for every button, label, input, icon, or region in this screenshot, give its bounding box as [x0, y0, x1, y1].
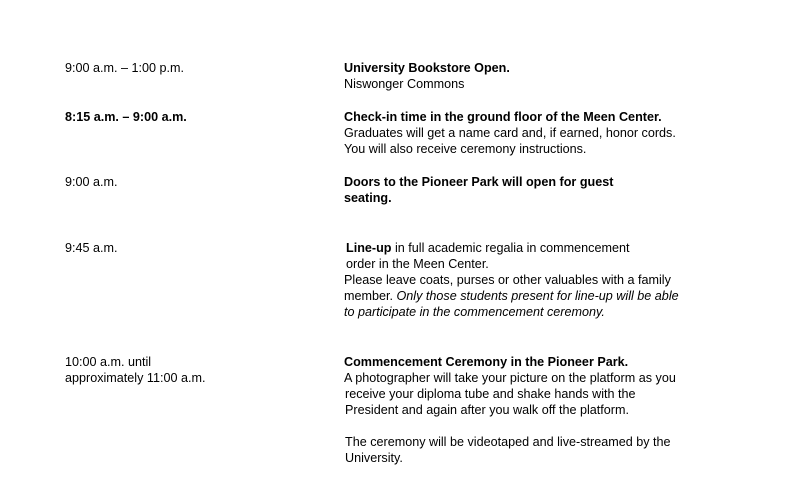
time-text: 9:00 a.m.	[65, 175, 118, 189]
description-cell	[344, 109, 676, 157]
description-cell	[344, 354, 676, 466]
event-detail: Niswonger Commons	[344, 77, 465, 91]
event-title: Check-in time in the ground floor of the Meen Center.	[344, 110, 662, 124]
event-detail-line	[344, 288, 679, 304]
event-title: Commencement Ceremony in the Pioneer Park.	[344, 355, 629, 369]
description-cell	[344, 174, 613, 206]
event-title-continued: seating.	[344, 191, 392, 205]
event-note-italic: Only those students present for line-up will be able	[393, 289, 679, 303]
event-detail: order in the Meen Center.	[346, 257, 489, 271]
paragraph-gap	[344, 418, 676, 434]
description-cell	[344, 60, 510, 92]
event-note-italic-continued: to participate in the commencement ceremony.	[344, 305, 605, 319]
time-cell	[65, 240, 118, 256]
time-text: 9:45 a.m.	[65, 241, 118, 255]
event-detail: You will also receive ceremony instructions.	[344, 142, 587, 156]
event-detail: President and again after you walk off the platform.	[345, 403, 629, 417]
time-text: 8:15 a.m. – 9:00 a.m.	[65, 110, 187, 124]
time-text-continued: approximately 11:00 a.m.	[65, 371, 206, 385]
event-title: Doors to the Pioneer Park will open for guest	[344, 175, 614, 189]
time-cell	[65, 174, 118, 190]
event-detail: University.	[345, 451, 403, 465]
time-cell	[65, 354, 205, 386]
event-detail: A photographer will take your picture on the platform as you	[344, 371, 676, 385]
description-cell	[344, 240, 679, 320]
event-detail: member.	[344, 289, 393, 303]
event-detail: receive your diploma tube and shake hands with the	[345, 387, 636, 401]
time-cell	[65, 60, 184, 76]
event-title: University Bookstore Open.	[344, 61, 510, 75]
event-title-rest: in full academic regalia in commencement	[391, 241, 630, 255]
event-title-line	[344, 240, 679, 256]
time-text: 9:00 a.m. – 1:00 p.m.	[65, 61, 185, 75]
event-detail: Graduates will get a name card and, if earned, honor cords.	[344, 126, 676, 140]
event-title: Line-up	[346, 241, 392, 255]
time-text: 10:00 a.m. until	[65, 355, 152, 369]
event-detail: Please leave coats, purses or other valuables with a family	[344, 273, 671, 287]
event-detail: The ceremony will be videotaped and live-streamed by the	[345, 435, 671, 449]
time-cell	[65, 109, 187, 125]
